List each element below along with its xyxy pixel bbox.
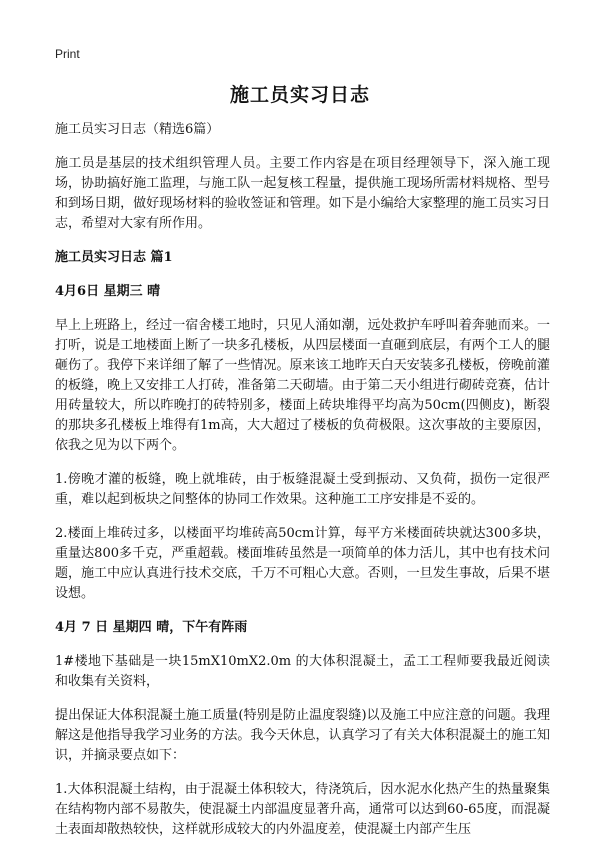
body-paragraph: 1.傍晚才灌的板缝，晚上就堆砖，由于板缝混凝土受到振动、又负荷，损伤一定很严重，难以起到板块之间整体的协同工作效果。这种施工工序安排是不妥的。 [55,472,550,507]
page-title: 施工员实习日志 [229,84,370,106]
article-heading: 施工员实习日志 篇1 [55,250,173,265]
body-paragraph: 1.大体积混凝土结构，由于混凝土体积较大，待浇筑后，因水泥水化热产生的热量聚集在结构物内部不易散失，使混凝土内部温度显著升高，通常可以达到60-65度，而混凝土表面却散热较快，这样就形成较大的内外温度差，使混凝土内部产生压 [55,782,550,837]
intro-paragraph: 施工员是基层的技术组织管理人员。主要工作内容是在项目经理领导下，深入施工现场，协助搞好施工监理，与施工队一起复核工程量，提供施工现场所需材料规格、型号和到场日期，做好现场材料的验收签证和管理。如下是小编给大家整理的施工员实习日志，希望对大家有所作用。 [55,156,550,231]
body-paragraph: 提出保证大体积混凝土施工质量(特别是防止温度裂缝)以及施工中应注意的问题。我理解这是他指导我学习业务的方法。我今天休息，认真学习了有关大体积混凝土的施工知识，并摘录要点如下： [55,708,550,763]
body-paragraph: 1#楼地下基础是一块15mX10mX2.0m 的大体积混凝土，孟工工程师要我最近阅读和收集有关资料， [55,654,550,689]
document-body [55,120,550,854]
entry-date-heading: 4月6日 星期三 晴 [55,284,161,299]
entry-date-heading: 4月 7 日 星期四 晴，下午有阵雨 [55,620,248,635]
print-label[interactable]: Print [55,47,80,61]
document-subtitle: 施工员实习日志（精选6篇） [55,122,220,137]
body-paragraph: 早上上班路上，经过一宿舍楼工地时，只见人涌如潮，远处救护车呼叫着奔驰而来。一打听，说是工地楼面上断了一块多孔楼板，从四层楼面一直砸到底层，有两个工人的腿砸伤了。我停下来详细了解了一些情况。原来该工地昨天白天安装多孔楼板，傍晚前灌的板缝，晚上又安排工人打砖，准备第二天砌墙。由于第二天小组进行砌砖竞赛，估计用砖量较大，所以昨晚打的砖特别多，楼面上砖块堆得平均高为50cm(四侧皮)，断裂的那块多孔楼板上堆得有1m高，大大超过了楼板的负荷极限。这次事故的主要原因，依我之见为以下两个。 [55,318,550,453]
body-paragraph: 2.楼面上堆砖过多，以楼面平均堆砖高50cm计算，每平方米楼面砖块就达300多块，重量达800多千克，严重超载。楼面堆砖虽然是一项简单的体力活儿，其中也有技术问题，施工中应认真进行技术交底，千万不可粗心大意。否则，一旦发生事故，后果不堪设想。 [55,526,550,601]
